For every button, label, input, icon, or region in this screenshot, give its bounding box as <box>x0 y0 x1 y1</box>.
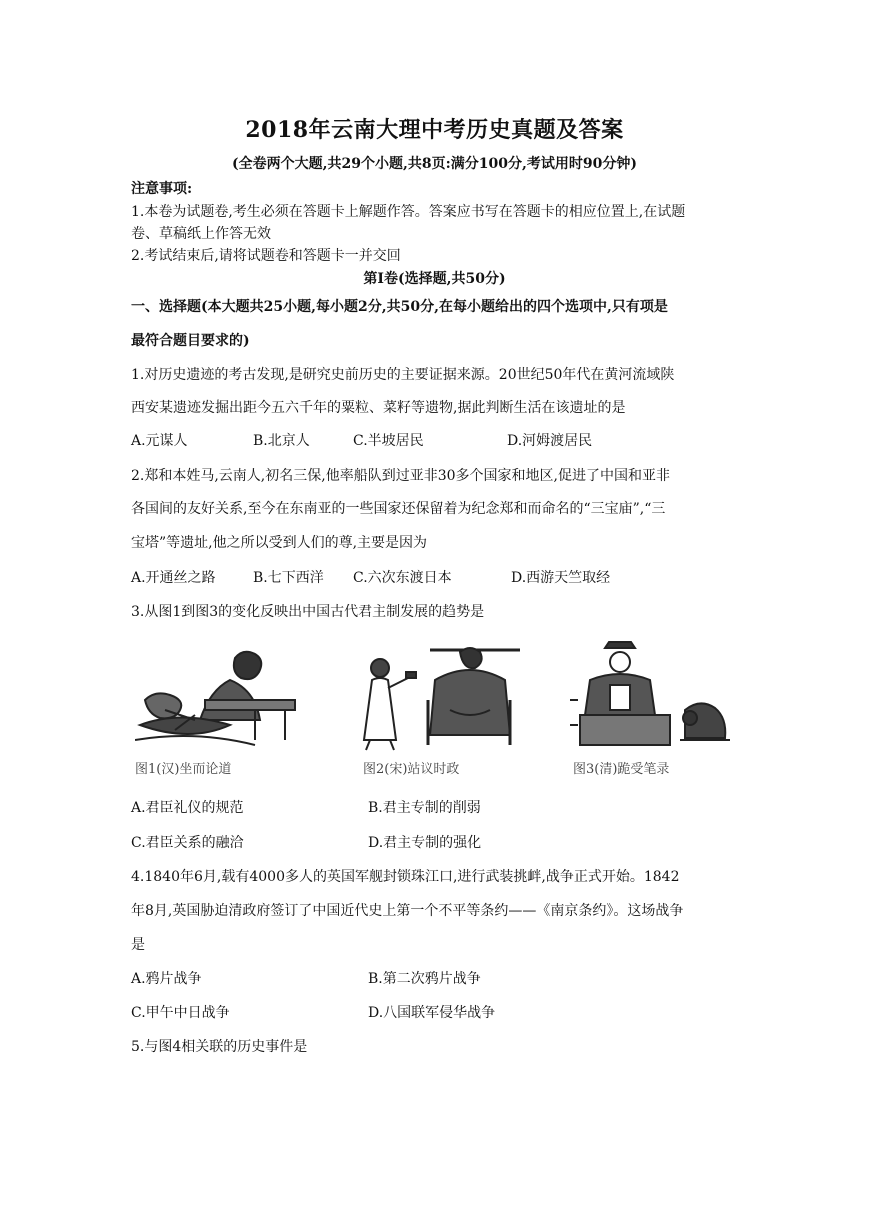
q4-line-3: 是 <box>131 937 145 953</box>
q4-option-d: D.八国联军侵华战争 <box>368 1005 496 1021</box>
q3-option-b: B.君主专制的削弱 <box>368 800 481 816</box>
q4-line-1: 4.1840年6月,载有4000多人的英国军舰封锁珠江口,进行武装挑衅,战争正式开始。1842 <box>131 869 680 885</box>
part1-heading-line-1: 一、选择题(本大题共25小题,每小题2分,共50分,在每小题给出的四个选项中,只有项是 <box>131 299 668 315</box>
q3-option-a: A.君臣礼仪的规范 <box>131 800 244 816</box>
q1-line-1: 1.对历史遗迹的考古发现,是研究史前历史的主要证据来源。20世纪50年代在黄河流域陕 <box>131 367 675 383</box>
figure-3-qing-image <box>570 640 745 755</box>
q1-option-d: D.河姆渡居民 <box>507 433 593 449</box>
q3-figures <box>135 640 745 780</box>
q2-option-d: D.西游天竺取经 <box>511 570 611 586</box>
q1-option-c: C.半坡居民 <box>353 433 424 449</box>
q3-line-1: 3.从图1到图3的变化反映出中国古代君主制发展的趋势是 <box>131 604 485 620</box>
figure-3-caption: 图3(清)跪受笔录 <box>573 762 670 777</box>
figure-2-song-image <box>360 640 530 755</box>
q2-option-b: B.七下西洋 <box>253 570 324 586</box>
q4-option-c: C.甲午中日战争 <box>131 1005 230 1021</box>
q4-option-b: B.第二次鸦片战争 <box>368 971 481 987</box>
q1-option-b: B.北京人 <box>253 433 310 449</box>
q1-line-2: 西安某遗迹发掘出距今五六千年的粟粒、菜籽等遗物,据此判断生活在该遗址的是 <box>131 400 626 416</box>
q4-line-2: 年8月,英国胁迫清政府签订了中国近代史上第一个不平等条约——《南京条约》。这场战争 <box>131 903 684 919</box>
q2-line-3: 宝塔”等遗址,他之所以受到人们的尊,主要是因为 <box>131 535 428 551</box>
q1-option-a: A.元谋人 <box>131 433 188 449</box>
section-title: 第Ⅰ卷(选择题,共50分) <box>363 271 506 287</box>
q2-option-a: A.开通丝之路 <box>131 570 216 586</box>
q5-line-1: 5.与图4相关联的历史事件是 <box>131 1039 308 1055</box>
figure-1-caption: 图1(汉)坐而论道 <box>135 762 232 777</box>
notice-heading: 注意事项: <box>131 181 193 197</box>
notice-item-1-line-1: 1.本卷为试题卷,考生必须在答题卡上解题作答。答案应书写在答题卡的相应位置上,在试题 <box>131 204 686 220</box>
notice-item-2: 2.考试结束后,请将试题卷和答题卡一并交回 <box>131 248 401 264</box>
exam-subtitle: (全卷两个大题,共29个小题,共8页:满分100分,考试用时90分钟) <box>232 156 637 172</box>
figure-2-caption: 图2(宋)站议时政 <box>363 762 460 777</box>
exam-title: 2018年云南大理中考历史真题及答案 <box>245 117 624 143</box>
q4-option-a: A.鸦片战争 <box>131 971 202 987</box>
q3-option-d: D.君主专制的强化 <box>368 835 482 851</box>
notice-item-1-line-2: 卷、草稿纸上作答无效 <box>131 226 271 242</box>
figure-1-han-image <box>135 640 315 755</box>
q2-option-c: C.六次东渡日本 <box>353 570 452 586</box>
part1-heading-line-2: 最符合题目要求的) <box>131 333 250 349</box>
q3-option-c: C.君臣关系的融洽 <box>131 835 244 851</box>
q2-line-2: 各国间的友好关系,至今在东南亚的一些国家还保留着为纪念郑和而命名的“三宝庙”,“三 <box>131 501 666 517</box>
q2-line-1: 2.郑和本姓马,云南人,初名三保,他率船队到过亚非30多个国家和地区,促进了中国和亚非 <box>131 468 670 484</box>
